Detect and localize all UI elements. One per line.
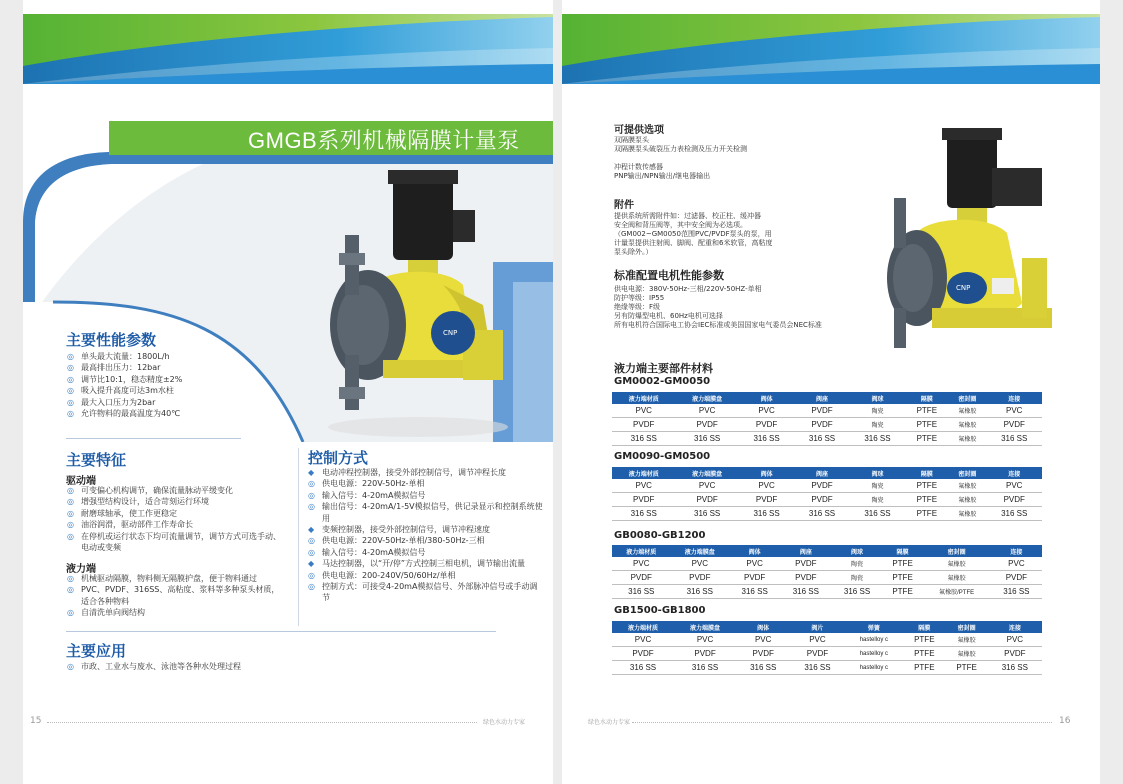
list-item: ◎ 控制方式：可接受4-20mA模拟信号、外部脉冲信号或手动调节 — [308, 582, 538, 603]
table-row — [612, 585, 1042, 599]
bullet-icon: ◎ — [67, 363, 74, 373]
table-cell: 316 SS — [736, 661, 790, 675]
table-cell: PVDF — [739, 418, 794, 432]
divider — [66, 631, 496, 632]
left-page — [23, 0, 553, 784]
header-wave-band-right — [562, 14, 1100, 84]
table-cell: 氟橡胶 — [948, 493, 986, 507]
main-params-heading: 主要性能参数 — [66, 331, 157, 349]
column-divider — [298, 448, 299, 626]
bullet-icon: ◎ — [308, 502, 315, 512]
column-header: 连接 — [986, 467, 1042, 479]
bullet-icon: ◎ — [308, 479, 315, 489]
table-cell: 316 SS — [850, 507, 905, 521]
column-header: 阀体 — [736, 621, 790, 633]
footer-text: 绿色水动力专家 — [483, 719, 526, 726]
footer-rule — [632, 722, 1052, 723]
table-cell: 陶瓷 — [850, 404, 905, 418]
table-cell: 316 SS — [675, 507, 738, 521]
table-cell: PVC — [612, 557, 671, 571]
pump-image-left — [313, 165, 543, 445]
column-header: 液力端材质 — [612, 392, 675, 404]
table-cell: PVC — [612, 404, 675, 418]
table-cell: 陶瓷 — [831, 571, 882, 585]
column-header: 阀体 — [729, 545, 780, 557]
table-cell: PVDF — [612, 418, 675, 432]
table-cell: PTFE — [905, 493, 948, 507]
table-cell: 陶瓷 — [850, 479, 905, 493]
bullet-icon: ◎ — [308, 490, 315, 500]
pump-image-right — [872, 128, 1067, 358]
column-header: 阀球 — [850, 392, 905, 404]
materials-heading: 液力端主要部件材料 — [614, 362, 713, 375]
table-cell: PVDF — [794, 493, 849, 507]
list-item: ◎ 输出信号：4-20mA/1-5V模拟信号，供记录显示和控制系统使用 — [308, 502, 543, 523]
liquid-end-label: 液力端 — [66, 564, 96, 575]
table-cell: PVDF — [671, 571, 730, 585]
table-cell: PVDF — [729, 571, 780, 585]
column-header: 液力端材质 — [612, 545, 671, 557]
table-cell: hastelloy c — [845, 661, 904, 675]
bullet-icon: ◆ — [308, 559, 315, 569]
list-item: ◎ 可变偏心机构调节，确保流量脉动平缓变化 — [67, 486, 233, 495]
divider — [66, 438, 241, 439]
table-cell: PVC — [739, 404, 794, 418]
table-cell: PVC — [675, 479, 738, 493]
column-header: 液力端膜盘 — [675, 467, 738, 479]
column-header: 阀座 — [794, 467, 849, 479]
table-row — [612, 647, 1042, 661]
drive-end-label: 驱动端 — [66, 476, 96, 487]
bullet-icon: ◎ — [67, 409, 74, 419]
list-item: ◎ 供电电源：200-240V/50/60Hz/单相 — [308, 570, 456, 580]
table-cell: PVDF — [780, 557, 831, 571]
bullet-icon: ◎ — [67, 508, 74, 518]
table-cell: PVC — [736, 633, 790, 647]
bullet-icon: ◎ — [67, 662, 74, 671]
table-cell: 氟橡胶 — [948, 404, 986, 418]
column-header: 液力端材质 — [612, 467, 675, 479]
table-row — [612, 432, 1042, 446]
table-cell: PVDF — [674, 647, 736, 661]
table-cell: PVDF — [991, 571, 1042, 585]
bullet-icon: ◆ — [308, 468, 315, 477]
column-header: 液力端材质 — [612, 621, 674, 633]
column-header: 密封圈 — [923, 545, 991, 557]
control-list — [308, 467, 543, 604]
motor-heading: 标准配置电机性能参数 — [614, 269, 724, 282]
column-header: 连接 — [988, 621, 1042, 633]
column-header: 液力端膜盘 — [671, 545, 730, 557]
table-cell: PVDF — [675, 493, 738, 507]
column-header: 隔膜 — [905, 467, 948, 479]
list-item: ◎ 市政、工业水与废水、泳池等各种水处理过程 — [67, 662, 241, 671]
bullet-icon: ◎ — [308, 547, 315, 557]
table-2-model: GM0090-GM0500 — [614, 451, 711, 462]
list-item: ◎ 输入信号：4-20mA模拟信号 — [308, 547, 426, 557]
bullet-icon: ◆ — [308, 525, 315, 535]
table-1-model: GM0002-GM0050 — [614, 376, 711, 387]
table-row — [612, 571, 1042, 585]
table-cell: hastelloy c — [845, 633, 904, 647]
table-cell: 316 SS — [729, 585, 780, 599]
table-cell: PVDF — [612, 571, 671, 585]
table-cell: PVDF — [794, 479, 849, 493]
materials-table — [612, 545, 1042, 599]
header-wave-band-left — [23, 14, 553, 84]
table-header-row — [612, 467, 1042, 479]
list-item: ◎ PVC、PVDF、316SS、高粘度、浆料等多种泵头材质，适合各种物料 — [67, 585, 280, 606]
list-item: ◎ 单头最大流量：1800L/h — [67, 352, 170, 361]
table-cell: PVC — [675, 404, 738, 418]
column-header: 密封圈 — [945, 621, 987, 633]
table-cell: PVC — [612, 479, 675, 493]
table-cell: PVC — [612, 633, 674, 647]
page-number: 16 — [1059, 716, 1071, 726]
table-cell: PVDF — [986, 418, 1042, 432]
accessories-heading: 附件 — [614, 200, 634, 211]
list-item: ◎ 最大入口压力为2bar — [67, 397, 156, 407]
column-header: 弹簧 — [845, 621, 904, 633]
list-item: ◎ 允许物料的最高温度为40℃ — [67, 409, 181, 419]
list-item: ◆ 变频控制器，接受外部控制信号，调节冲程速度 — [308, 525, 490, 535]
column-header: 阀片 — [790, 621, 844, 633]
table-cell: 316 SS — [794, 432, 849, 446]
table-row — [612, 493, 1042, 507]
table-cell: 陶瓷 — [850, 493, 905, 507]
table-cell: 316 SS — [986, 432, 1042, 446]
table-cell: PVDF — [794, 404, 849, 418]
table-cell: 氟橡胶 — [948, 418, 986, 432]
table-cell: PVDF — [612, 493, 675, 507]
list-item: ◎ 油浴润滑，驱动部件工作寿命长 — [67, 520, 193, 530]
page-number: 15 — [30, 716, 42, 726]
table-cell: 316 SS — [794, 507, 849, 521]
column-header: 密封圈 — [948, 392, 986, 404]
options-text: 双隔膜泵头 双隔膜泵头破裂压力表检测及压力开关检测 冲程计数传感器 PNP输出/NPN输出/继电器输出 — [614, 136, 747, 180]
bullet-icon: ◎ — [67, 574, 74, 583]
table-cell: 氟橡胶 — [945, 647, 987, 661]
bullet-icon: ◎ — [67, 520, 74, 530]
table-cell: 316 SS — [674, 661, 736, 675]
table-cell: PVDF — [986, 493, 1042, 507]
table-cell: 氟橡胶/PTFE — [923, 585, 991, 599]
table-header-row — [612, 621, 1042, 633]
table-cell: PTFE — [905, 479, 948, 493]
table-cell: 316 SS — [612, 507, 675, 521]
table-cell: 316 SS — [986, 507, 1042, 521]
table-cell: PTFE — [903, 661, 945, 675]
list-item: ◎ 吸入提升高度可达3m水柱 — [67, 386, 174, 396]
table-cell: PVDF — [794, 418, 849, 432]
table-cell: PTFE — [905, 432, 948, 446]
column-header: 液力端膜盘 — [674, 621, 736, 633]
application-list — [67, 661, 241, 672]
right-page — [562, 0, 1100, 784]
list-item: ◆ 马达控制器，以“开/停”方式控制三相电机，调节输出流量 — [308, 559, 525, 569]
table-cell: 316 SS — [988, 661, 1042, 675]
column-header: 阀座 — [794, 392, 849, 404]
table-cell: 316 SS — [790, 661, 844, 675]
table-cell: PVDF — [736, 647, 790, 661]
table-cell: PVC — [729, 557, 780, 571]
list-item: ◎ 调节比10:1，稳态精度±2% — [67, 374, 183, 384]
column-header: 阀球 — [850, 467, 905, 479]
column-header: 隔膜 — [905, 392, 948, 404]
table-cell: PVC — [986, 404, 1042, 418]
table-cell: 氟橡胶 — [948, 432, 986, 446]
table-cell: 316 SS — [780, 585, 831, 599]
table-cell: 陶瓷 — [850, 418, 905, 432]
bullet-icon: ◎ — [308, 570, 315, 580]
bullet-icon: ◎ — [308, 582, 315, 592]
options-heading: 可提供选项 — [614, 125, 664, 136]
list-item: ◎ 供电电源：220V-50Hz-单相 — [308, 479, 425, 489]
bullet-icon: ◎ — [67, 386, 74, 396]
table-cell: PVC — [671, 557, 730, 571]
table-4-model: GB1500-GB1800 — [614, 605, 706, 616]
table-header-row — [612, 545, 1042, 557]
column-header: 阀体 — [739, 467, 794, 479]
bullet-icon: ◎ — [67, 585, 74, 595]
table-cell: 316 SS — [739, 507, 794, 521]
list-item: ◎ 机械驱动隔膜，物料侧无隔膜护盘，便于物料通过 — [67, 574, 257, 583]
table-row — [612, 418, 1042, 432]
drive-end-list — [67, 485, 282, 553]
table-cell: PTFE — [903, 633, 945, 647]
features-heading: 主要特征 — [66, 451, 127, 469]
table-row — [612, 633, 1042, 647]
column-header: 液力端膜盘 — [675, 392, 738, 404]
bullet-icon: ◎ — [67, 608, 74, 618]
column-header: 密封圈 — [948, 467, 986, 479]
svg-text:CNP: CNP — [956, 284, 971, 292]
table-cell: 氟橡胶 — [945, 633, 987, 647]
table-cell: PVC — [739, 479, 794, 493]
main-params-list — [67, 351, 182, 419]
table-cell: PTFE — [883, 585, 923, 599]
table-cell: PVC — [991, 557, 1042, 571]
list-item: ◎ 自清洗单向阀结构 — [67, 608, 145, 618]
materials-table — [612, 392, 1042, 446]
table-cell: PTFE — [883, 557, 923, 571]
materials-table — [612, 621, 1042, 675]
table-cell: PVC — [674, 633, 736, 647]
list-item: ◎ 最高排出压力：12bar — [67, 363, 161, 373]
list-item: ◎ 输入信号：4-20mA模拟信号 — [308, 490, 426, 500]
list-item: ◆ 电动冲程控制器，接受外部控制信号，调节冲程长度 — [308, 468, 506, 477]
liquid-end-list — [67, 573, 282, 619]
table-cell: PTFE — [905, 507, 948, 521]
table-cell: 陶瓷 — [831, 557, 882, 571]
table-cell: PVC — [988, 633, 1042, 647]
bullet-icon: ◎ — [67, 486, 74, 495]
table-cell: 氟橡胶 — [948, 507, 986, 521]
column-header: 隔膜 — [903, 621, 945, 633]
list-item: ◎ 增强型结构设计，适合苛刻运行环境 — [67, 497, 209, 507]
footer-rule — [47, 722, 477, 723]
table-row — [612, 404, 1042, 418]
table-row — [612, 479, 1042, 493]
table-cell: PTFE — [903, 647, 945, 661]
table-row — [612, 507, 1042, 521]
column-header: 连接 — [991, 545, 1042, 557]
column-header: 阀座 — [780, 545, 831, 557]
table-cell: 316 SS — [831, 585, 882, 599]
table-cell: 316 SS — [675, 432, 738, 446]
table-cell: PVDF — [780, 571, 831, 585]
column-header: 隔膜 — [883, 545, 923, 557]
table-row — [612, 557, 1042, 571]
table-row — [612, 661, 1042, 675]
table-cell: PVDF — [739, 493, 794, 507]
bullet-icon: ◎ — [308, 536, 315, 546]
table-cell: PVC — [986, 479, 1042, 493]
list-item: ◎ 耐磨球轴承，使工作更稳定 — [67, 508, 177, 518]
table-cell: 316 SS — [991, 585, 1042, 599]
table-cell: PVDF — [988, 647, 1042, 661]
motor-text: 供电电源：380V-50Hz-三相/220V-50HZ-单相 防护等级：IP55 绝缘等级：F级 另有防爆型电机、60Hz电机可选择 所有电机符合国际电工协会IEC标准或美国国家电气委员会NEC标准 — [614, 285, 822, 329]
column-header: 阀体 — [739, 392, 794, 404]
materials-table — [612, 467, 1042, 521]
table-cell: PTFE — [905, 418, 948, 432]
table-cell: 316 SS — [739, 432, 794, 446]
table-cell: 316 SS — [612, 585, 671, 599]
footer-text: 绿色水动力专家 — [588, 719, 631, 726]
table-cell: PVDF — [612, 647, 674, 661]
table-cell: 氟橡胶 — [948, 479, 986, 493]
table-cell: PVC — [790, 633, 844, 647]
list-item: ◎ 在停机或运行状态下均可流量调节，调节方式可选手动、电动或变频 — [67, 531, 281, 553]
control-heading: 控制方式 — [308, 449, 369, 467]
bullet-icon: ◎ — [67, 531, 74, 541]
bullet-icon: ◎ — [67, 497, 74, 507]
table-cell: 316 SS — [850, 432, 905, 446]
column-header: 阀球 — [831, 545, 882, 557]
application-heading: 主要应用 — [66, 642, 127, 660]
table-cell: hastelloy c — [845, 647, 904, 661]
bullet-icon: ◎ — [67, 397, 74, 407]
page-title: GMGB系列机械隔膜计量泵 — [248, 128, 520, 153]
table-cell: 氟橡胶 — [923, 557, 991, 571]
table-cell: PTFE — [905, 404, 948, 418]
column-header: 连接 — [986, 392, 1042, 404]
bullet-icon: ◎ — [67, 352, 74, 361]
table-header-row — [612, 392, 1042, 404]
table-cell: 氟橡胶 — [923, 571, 991, 585]
accessories-text: 提供系统所需附件如：过滤器、校正柱、缓冲器 安全阀和背压阀等，其中安全阀为必选项。 （GM002~GM0050范围PVC/PVDF泵头的泵，用 计量泵提供注射阀、脚阀、配重和6米软管，高粘度 泵头除外。） — [614, 212, 773, 256]
table-3-model: GB0080-GB1200 — [614, 530, 706, 541]
table-cell: 316 SS — [612, 432, 675, 446]
table-cell: 316 SS — [671, 585, 730, 599]
list-item: ◎ 供电电源：220V-50Hz-单相/380-50Hz-三相 — [308, 536, 485, 546]
table-cell: PTFE — [883, 571, 923, 585]
svg-text:CNP: CNP — [443, 329, 458, 337]
table-cell: PVDF — [675, 418, 738, 432]
table-cell: PTFE — [945, 661, 987, 675]
bullet-icon: ◎ — [67, 374, 74, 384]
table-cell: 316 SS — [612, 661, 674, 675]
table-cell: PVDF — [790, 647, 844, 661]
